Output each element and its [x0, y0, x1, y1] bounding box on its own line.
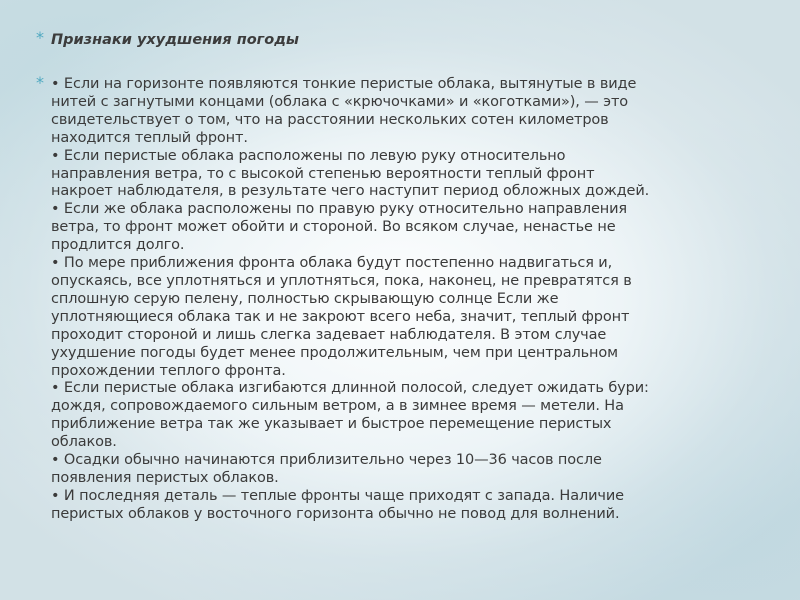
body-line: перистых облаков у восточного горизонта обычно не повод для волнений.: [51, 505, 620, 522]
body-line: • Осадки обычно начинаются приблизительно через 10—36 часов после: [51, 452, 602, 469]
body-line: продлится долго.: [51, 237, 185, 254]
body-line: • Если на горизонте появляются тонкие перистые облака, вытянутые в виде: [51, 76, 637, 92]
body-line: нитей с загнутыми концами (облака с «крючочками» и «коготками»), — это: [51, 93, 629, 110]
body-line: ветра, то фронт может обойти и стороной. Во всяком случае, ненастье не: [51, 219, 616, 236]
body-line: проходит стороной и лишь слегка задевает наблюдателя. В этом случае: [51, 326, 607, 343]
body-line: появления перистых облаков.: [51, 469, 279, 486]
body-line: дождя, сопровождаемого сильным ветром, а в зимнее время — метели. На: [51, 398, 624, 415]
body-line: опускаясь, все уплотняться и уплотняться, пока, наконец, не превратятся в: [51, 272, 632, 289]
title-row: [36, 29, 756, 53]
body-line: накроет наблюдателя, в результате чего наступит период обложных дождей.: [51, 183, 650, 200]
title-bullet-icon: *: [36, 28, 44, 47]
body-line: сплошную серую пелену, полностью скрывающую солнце Если же: [51, 290, 559, 307]
body-line: • Если перистые облака расположены по левую руку относительно: [51, 147, 566, 164]
body-line: • И последняя деталь — теплые фронты чаще приходят с запада. Наличие: [51, 487, 624, 504]
slide-title: Признаки ухудшения погоды: [51, 32, 300, 48]
body-line: • Если же облака расположены по правую руку относительно направления: [51, 201, 628, 218]
body-line: ухудшение погоды будет менее продолжительным, чем при центральном: [51, 344, 618, 361]
body-line: • По мере приближения фронта облака будут постепенно надвигаться и,: [51, 255, 613, 272]
body-line: облаков.: [51, 434, 117, 451]
body-bullet-icon: *: [36, 73, 44, 92]
body-line: направления ветра, то с высокой степенью вероятности теплый фронт: [51, 165, 595, 182]
body-text: [51, 76, 751, 524]
body-line: • Если перистые облака изгибаются длинной полосой, следует ожидать бури:: [51, 380, 649, 397]
body-line: свидетельствует о том, что на расстоянии нескольких сотен километров: [51, 111, 609, 128]
body-line: находится теплый фронт.: [51, 129, 248, 146]
body-line: прохождении теплого фронта.: [51, 362, 286, 379]
body-line: приближение ветра так же указывает и быстрое перемещение перистых: [51, 416, 612, 433]
body-line: уплотняющиеся облака так и не закроют всего неба, значит, теплый фронт: [51, 308, 630, 325]
